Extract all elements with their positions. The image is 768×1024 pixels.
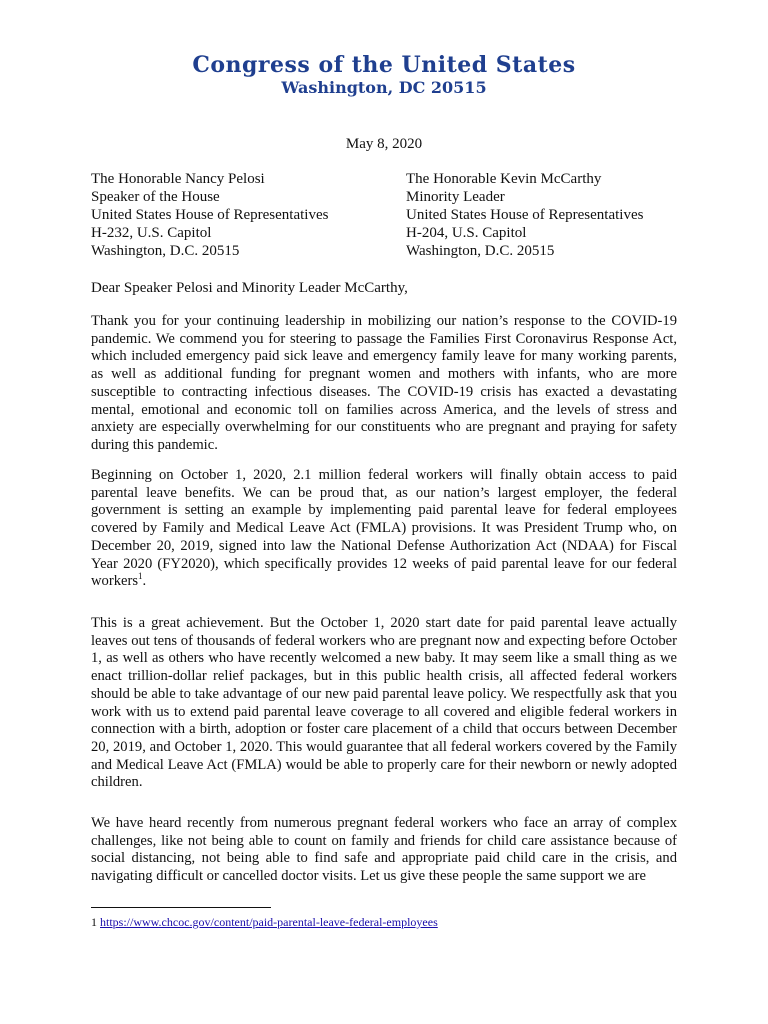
address-line: United States House of Representatives — [91, 207, 329, 223]
footnote-divider — [91, 907, 271, 908]
address-line: H-204, U.S. Capitol — [406, 225, 527, 241]
address-line: Washington, D.C. 20515 — [91, 243, 240, 259]
footnote-link[interactable]: https://www.chcoc.gov/content/paid-parental-leave-federal-employees — [100, 915, 438, 929]
address-line: Speaker of the House — [91, 189, 220, 205]
recipient-address-right — [406, 170, 643, 260]
letterhead-title: Congress of the United States — [192, 52, 576, 78]
salutation: Dear Speaker Pelosi and Minority Leader McCarthy, — [91, 280, 408, 296]
footnote-reference[interactable]: 1 — [138, 571, 143, 582]
paragraph-text: Beginning on October 1, 2020, 2.1 million federal workers will finally obtain access to paid parental leave benefits. We can be proud that, as our nation’s largest employer, the federal government is setting an example by implementing paid parental leave for federal employees covered by Family and Medical Leave Act (FMLA) provisions. It was President Trump who, on December 20, 2019, signed into law the National Defense Authorization Act (NDAA) for Fiscal Year 2020 (FY2020), which specifically provides 12 weeks of paid parental leave for our federal workers — [91, 467, 677, 590]
recipient-address-left — [91, 170, 328, 260]
letterhead — [0, 52, 768, 98]
footnote — [91, 915, 438, 929]
body-paragraph-2 — [91, 467, 677, 591]
footnote-number: 1 — [91, 915, 97, 929]
paragraph-end: . — [142, 573, 147, 590]
address-line: Washington, D.C. 20515 — [406, 243, 555, 259]
body-paragraph-4: We have heard recently from numerous pregnant federal workers who face an array of complex challenges, like not being able to count on family and friends for child care assistance because of social distancing, not being able to find safe and appropriate paid child care in the crisis, and navigating difficult or cancelled doctor visits. Let us give these people the same support we are — [91, 815, 677, 885]
body-paragraph-1: Thank you for your continuing leadership in mobilizing our nation’s response to the COVID-19 pandemic. We commend you for steering to passage the Families First Coronavirus Response Act, which included emergency paid sick leave and emergency family leave for many working parents, as well as additional funding for pregnant women and mothers with infants, who are more susceptible to contracting infectious diseases. The COVID-19 crisis has exacted a devastating mental, emotional and economic toll on families across America, and the levels of stress and anxiety are especially overwhelming for our constituents who are pregnant and praying for safety during this pandemic. — [91, 313, 677, 453]
address-line: United States House of Representatives — [406, 207, 644, 223]
body-paragraph-3: This is a great achievement. But the October 1, 2020 start date for paid parental leave actually leaves out tens of thousands of federal workers who are pregnant now and expecting before October 1, as well as others who have recently welcomed a new baby. It may seem like a small thing as we enact trillion-dollar relief packages, but in this public health crisis, all affected federal workers should be able to take advantage of our new paid parental leave policy. We respectfully ask that you work with us to extend paid parental leave coverage to all covered and eligible federal workers in connection with a birth, adoption or foster care placement of a child that occurs between December 20, 2019, and October 1, 2020. This would guarantee that all federal workers covered by the Family and Medical Leave Act (FMLA) would be able to properly care for their newborn or newly adopted children. — [91, 615, 677, 791]
letter-date: May 8, 2020 — [345, 136, 423, 152]
address-line: The Honorable Kevin McCarthy — [406, 171, 602, 187]
letterhead-subtitle: Washington, DC 20515 — [281, 78, 487, 97]
address-line: H-232, U.S. Capitol — [91, 225, 212, 241]
address-line: Minority Leader — [406, 189, 505, 205]
address-line: The Honorable Nancy Pelosi — [91, 171, 265, 187]
